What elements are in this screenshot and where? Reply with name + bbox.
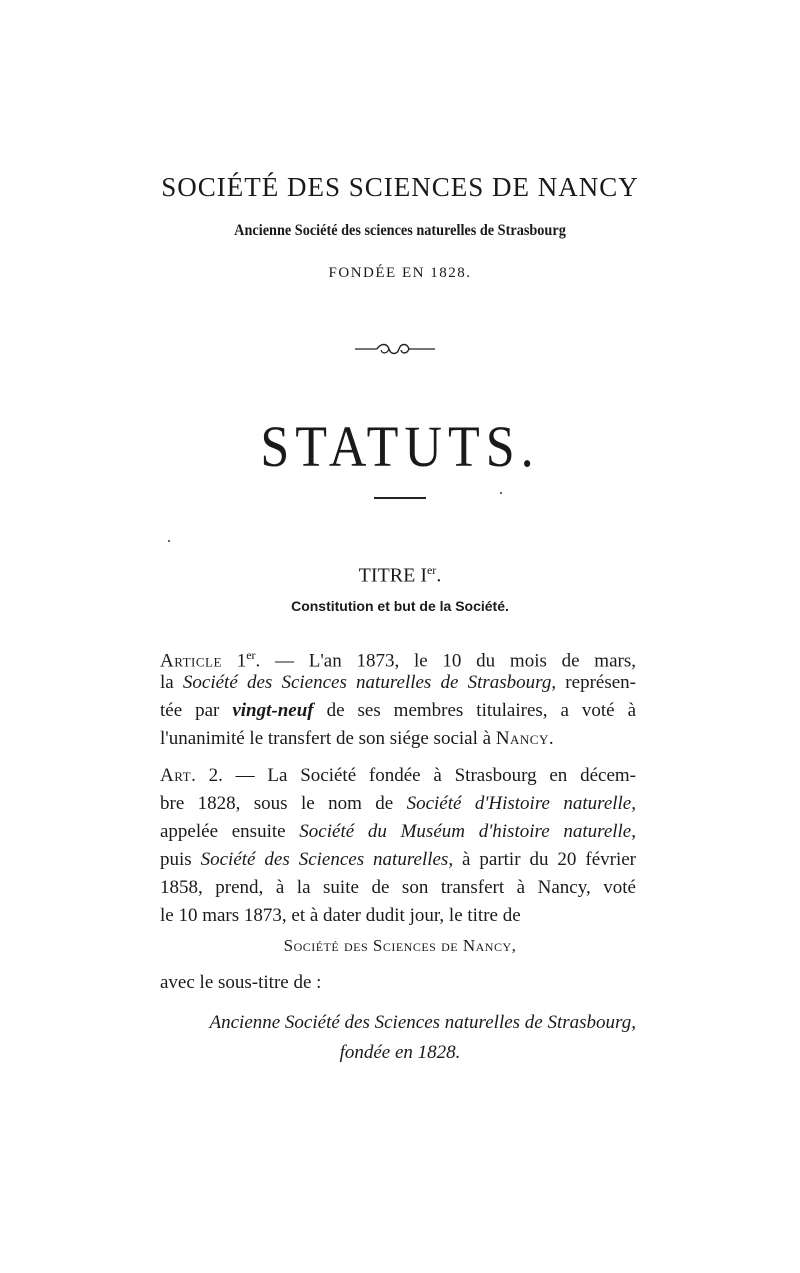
section-title: TITRE Ier. xyxy=(358,563,442,587)
society-subtitle: Ancienne Société des sciences naturelles de Strasbourg xyxy=(234,222,566,239)
title-rule xyxy=(374,497,426,499)
society-title: SOCIÉTÉ DES SCIENCES DE NANCY xyxy=(161,172,639,202)
subtitle-text-line-2: fondée en 1828. xyxy=(339,1042,461,1063)
section-subtitle: Constitution et but de la Société. xyxy=(291,598,509,614)
main-title: STATUTS. xyxy=(260,415,540,480)
society-name: Société des Sciences de Nancy, xyxy=(283,936,517,955)
print-speck xyxy=(168,540,170,542)
print-speck xyxy=(500,492,502,494)
ornament-divider-icon xyxy=(355,340,435,358)
subtitle-intro: avec le sous-titre de : xyxy=(160,972,322,993)
founded-date: FONDÉE EN 1828. xyxy=(328,265,472,281)
article-1: Article 1er. — L'an 1873, le 10 du mois de mars, la Société des Sciences naturelles de Strasbourg, représen- tée par vingt-neuf de ses membres titulaires, a voté à l'unanimité le transfert de son siége social à Nancy. xyxy=(160,648,637,749)
article-2: Art. 2. — La Société fondée à Strasbourg en décem- bre 1828, sous le nom de Société d'Histoire naturelle, appelée ensuite Société du Muséum d'histoire naturelle, puis Société des Sciences naturelles, à partir du 20 février 1858, prend, à la suite de son transfert à Nancy, voté le 10 mars 1873, et à dater dudit jour, le titre de xyxy=(160,765,636,926)
subtitle-text-line-1: Ancienne Société des Sciences naturelles de Strasbourg, xyxy=(209,1012,636,1033)
